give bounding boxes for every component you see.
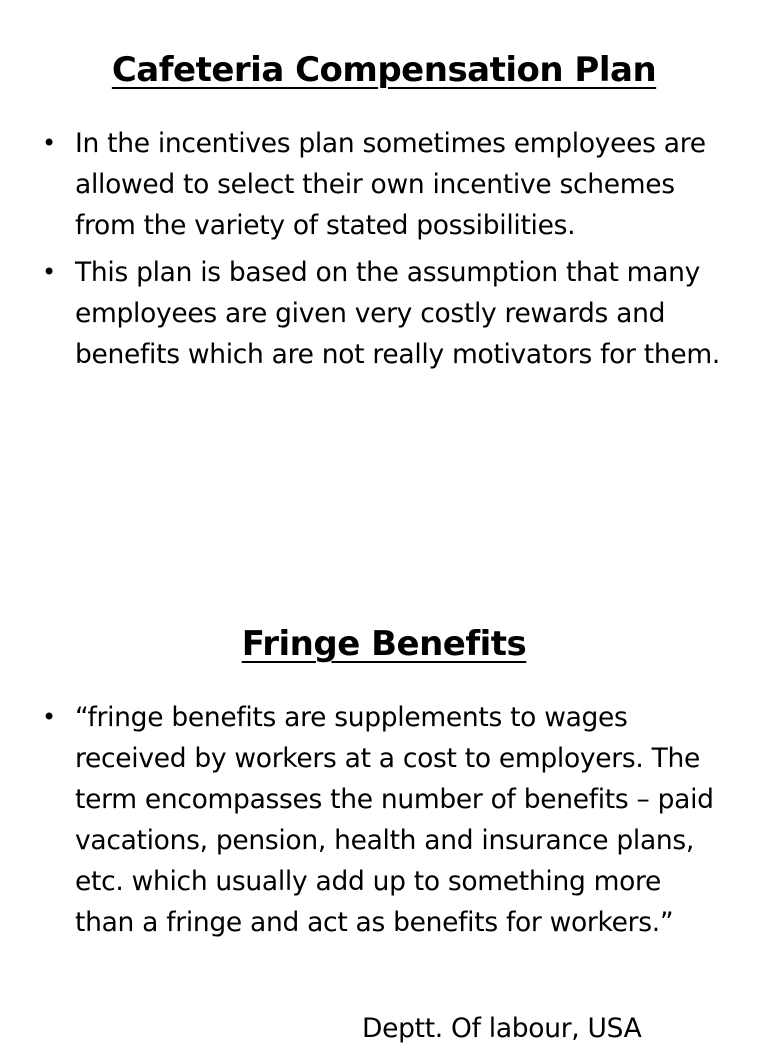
bullet-text: “fringe benefits are supplements to wages received by workers at a cost to employers. The term encompasses the number of benefits – paid vacations, pension, health and insurance plans, etc. which usually add up to something more than a fringe and act as benefits for workers.” <box>75 701 714 938</box>
bullet-list <box>0 697 768 943</box>
bullet-icon: • <box>42 128 56 157</box>
bullet-text: In the incentives plan sometimes employees are allowed to select their own incentive schemes from the variety of stated possibilities. <box>75 127 706 241</box>
slide-fringe-benefits <box>0 600 768 1044</box>
bullet-text: This plan is based on the assumption that many employees are given very costly rewards and benefits which are not really motivators for them. <box>75 256 720 370</box>
bullet-item <box>0 252 768 375</box>
slide-title: Cafeteria Compensation Plan <box>111 50 657 90</box>
bullet-list <box>0 123 768 375</box>
bullet-item <box>0 123 768 246</box>
bullet-icon: • <box>42 702 56 731</box>
bullet-item <box>0 697 768 943</box>
slide-title: Fringe Benefits <box>241 624 527 664</box>
quote-attribution: Deptt. Of labour, USA <box>362 1013 642 1044</box>
slide-cafeteria-compensation <box>0 0 768 381</box>
bullet-icon: • <box>42 257 56 286</box>
